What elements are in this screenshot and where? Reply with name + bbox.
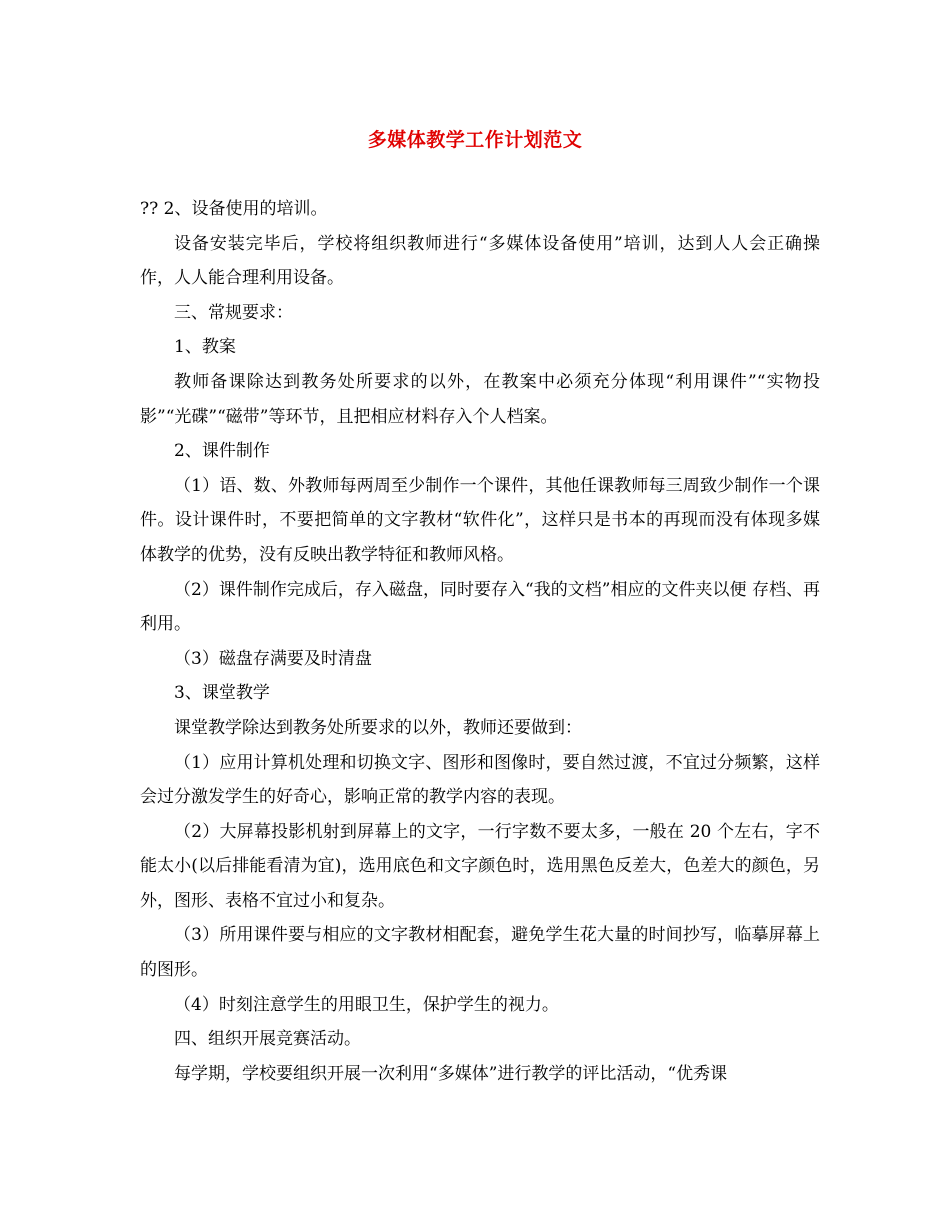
section-heading: 四、组织开展竞赛活动。 <box>174 1029 361 1050</box>
document-body <box>140 192 820 1091</box>
list-item: （1）语、数、外教师每两周至少制作一个课件，其他任课教师每三周致少制作一个课件。设计课件时，不要把简单的文字教材“软件化”，这样只是书本的再现而没有体现多媒体教学的优势，没有反映出教学特征和教师风格。 <box>140 475 820 565</box>
list-item: （3）所用课件要与相应的文字教材相配套，避免学生花大量的时间抄写，临摹屏幕上的图形。 <box>140 925 820 981</box>
paragraph: 教师备课除达到教务处所要求的以外，在教案中必须充分体现“利用课件”“实物投影”“光碟”“磁带”等环节，且把相应材料存入个人档案。 <box>140 371 820 427</box>
section-heading: 三、常规要求： <box>174 302 293 323</box>
paragraph: 课堂教学除达到教务处所要求的以外，教师还要做到： <box>174 717 582 738</box>
list-item: （3）磁盘存满要及时清盘 <box>174 648 372 669</box>
page-title: 多媒体教学工作计划范文 <box>367 129 583 151</box>
subsection-heading: 3、课堂教学 <box>174 683 270 704</box>
list-item: （1）应用计算机处理和切换文字、图形和图像时，要自然过渡，不宜过分频繁，这样会过分激发学生的好奇心，影响正常的教学内容的表现。 <box>140 752 820 808</box>
paragraph: 每学期，学校要组织开展一次利用“多媒体”进行教学的评比活动，“优秀课 <box>174 1063 728 1084</box>
subsection-heading: 1、教案 <box>174 337 236 358</box>
paragraph: 设备安装完毕后，学校将组织教师进行“多媒体设备使用”培训，达到人人会正确操作，人人能合理利用设备。 <box>140 233 820 289</box>
list-item: （4）时刻注意学生的用眼卫生，保护学生的视力。 <box>174 994 559 1015</box>
subsection-heading: 2、课件制作 <box>174 441 270 462</box>
list-item: （2）大屏幕投影机射到屏幕上的文字，一行字数不要太多，一般在 20 个左右，字不能太小(以后排能看清为宜)，选用底色和文字颜色时，选用黑色反差大，色差大的颜色，另外，图形、表格不宜过小和复杂。 <box>140 821 820 911</box>
paragraph: ?? 2、设备使用的培训。 <box>140 199 328 219</box>
list-item: （2）课件制作完成后，存入磁盘，同时要存入“我的文档”相应的文件夹以便 存档、再利用。 <box>140 579 820 635</box>
